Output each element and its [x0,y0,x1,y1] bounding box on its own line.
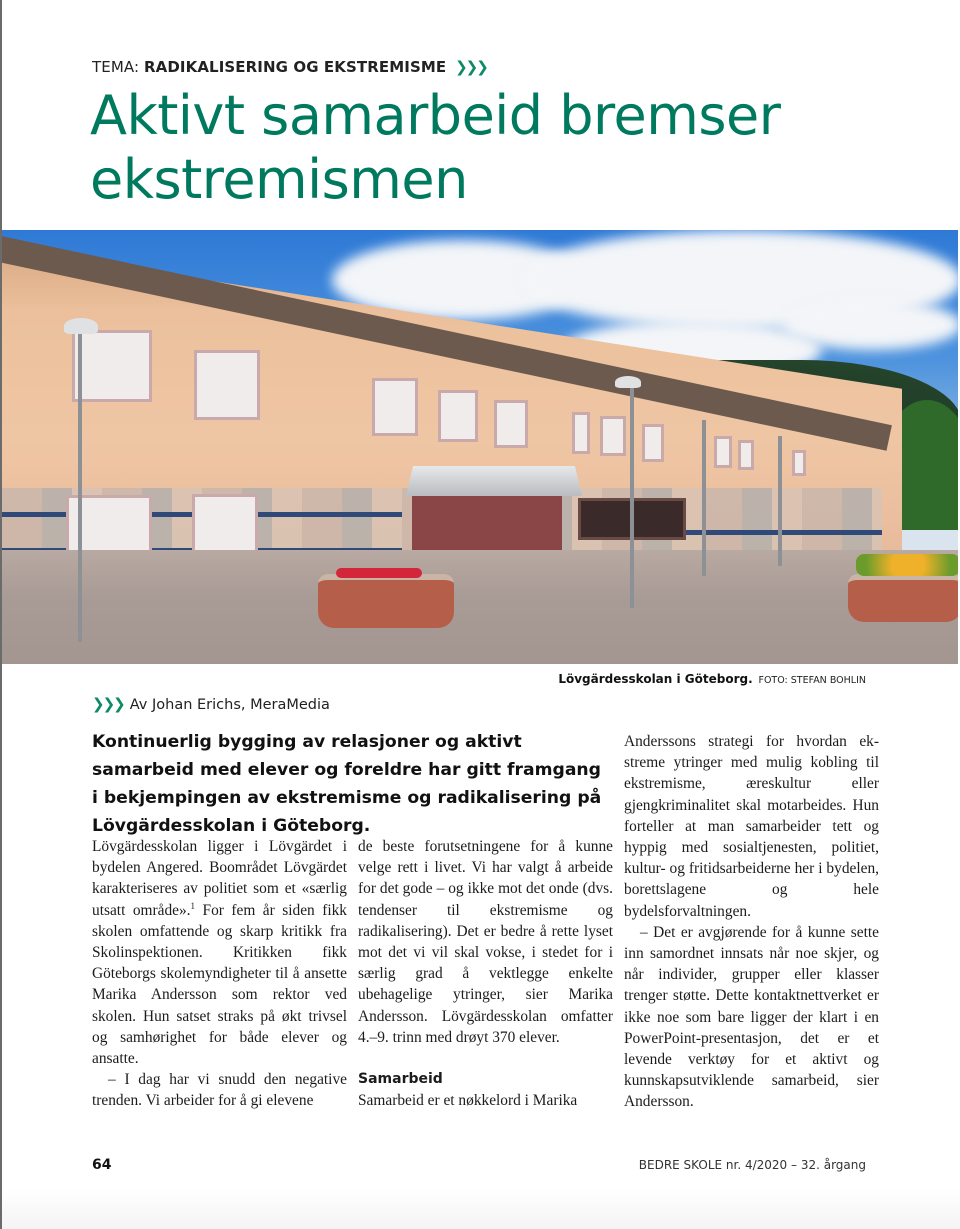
photo-credit: FOTO: STEFAN BOHLIN [758,675,866,686]
byline-text: Av Johan Erichs, MeraMedia [129,697,330,713]
article-photo [2,230,958,664]
body-column-2 [358,836,613,1111]
body-text: Lövgärdesskolan ligger i Lövgärdet i bydelen Angered. Boområdet Lövgärdet karakteriseres av politiet som et «særlig utsatt område». [92,838,347,919]
body-paragraph: – I dag har vi snudd den negative trenden. Vi arbeider for å gi elevene [92,1071,347,1110]
chevrons-right-icon: ❯❯❯ [92,695,124,713]
photo-lamp-pole [778,436,782,566]
photo-window [194,350,260,420]
photo-lamp-pole [702,420,706,576]
photo-planter [848,574,958,622]
photo-window [72,330,152,402]
photo-lamp-pole [78,330,82,642]
kicker-label: TEMA: [92,58,140,76]
lead-paragraph: Kontinuerlig bygging av relasjoner og aktivt samarbeid med elever og foreldre har gitt framgang i bekjempingen av ekstremisme og radikalisering på Lövgärdesskolan i Göteborg. [92,732,602,836]
body-paragraph: de beste forutsetningene for å kunne velge rett i livet. Vi har valgt å arbeide for det gode – og ikke mot det onde (dvs. tendenser til ekstremisme og radikalisering). Det er bedre å rette lyset mot det vi vil skal vokse, i stedet for i særlig grad å vektlegge enkelte ubehagelige ytringer, sier Marika Andersson. Lövgärdesskolan omfatter 4.–9. trinn med drøyt 370 elever. [358,838,613,1046]
section-subheading: Samarbeid [358,1071,443,1088]
photo-window [714,436,732,468]
publication-info: BEDRE SKOLE nr. 4/2020 – 32. årgang [638,1158,866,1172]
page-number: 64 [92,1157,112,1173]
photo-window [438,390,478,442]
photo-entrance-canopy [406,466,582,496]
byline [92,695,330,713]
theme-kicker [92,58,487,76]
photo-window [600,416,626,456]
photo-window [738,440,754,470]
photo-planter [318,574,454,628]
body-paragraph: – Det er avgjørende for å kunne sette inn samordnet innsats når noe skjer, og når individer, grupper eller klasser trenger støtte. Dette kontaktnettverket er ikke noe som bare ligger der klart i en PowerPoint-presentasjon, det er et levende verktøy for et aktivt og kunnskapsutviklende samarbeid, sier Andersson. [624,923,879,1111]
chevrons-right-icon: ❯❯❯ [455,58,487,76]
body-paragraph: Anderssons strategi for hvordan ekstreme ytringer med mulig kobling til ekstremisme, æreskultur eller gjengkriminalitet skal motarbeides. Hun forteller at man samarbeider tett og hyppig med sosialtjenesten, politiet, kultur- og fritidsarbeiderne her i bydelen, borettslagene og hele bydelsforvaltningen. [624,733,879,920]
caption-text: Lövgärdesskolan i Göteborg. [558,672,753,686]
photo-flowers [336,568,422,578]
body-column-1 [92,836,347,1112]
article-title: Aktivt samarbeid bremser ekstremismen [90,84,781,211]
footnote-ref: 1 [190,900,196,911]
photo-pavement [2,550,958,664]
page-bottom-shadow [2,1189,960,1229]
body-text: For fem år siden fikk skolen omfattende og skarp kritikk fra Skolinspektionen. Kritikken fikk Göteborgs skolemyndigheter til å ansette Marika Andersson som rektor ved skolen. Hun satset straks på økt trivsel og samhørighet for både elever og ansatte. [92,901,347,1068]
photo-window [572,412,590,454]
photo-caption [558,672,866,686]
kicker-topic: RADIKALISERING OG EKSTREMISME [144,58,447,76]
photo-flowers [856,554,958,576]
photo-lamp [64,318,98,334]
photo-lamp [615,376,641,388]
photo-window [642,424,664,462]
photo-cloud [782,300,958,350]
body-paragraph: Samarbeid er et nøkkelord i Marika [358,1092,578,1110]
body-column-3 [624,731,879,1113]
photo-window [494,400,528,448]
photo-window [372,378,418,436]
photo-lamp-pole [630,386,634,608]
photo-window [792,450,806,476]
body-paragraph [92,836,347,1069]
